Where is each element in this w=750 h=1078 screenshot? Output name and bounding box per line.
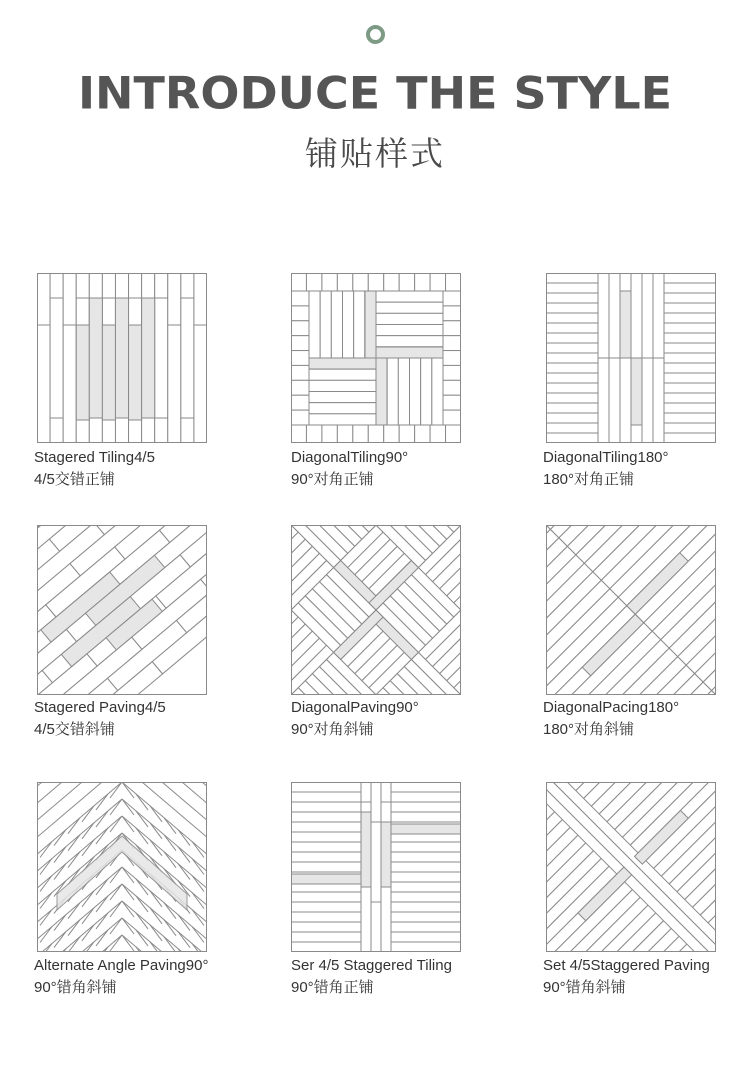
style-name-en: Stagered Tiling4/5 bbox=[34, 449, 155, 466]
diagonal-basketweave-pattern-icon bbox=[291, 525, 461, 695]
pattern-tile-set-staggered-paving bbox=[546, 782, 716, 952]
pattern-tile-diagonal-pacing-180 bbox=[546, 525, 716, 695]
page-subtitle: 铺贴样式 bbox=[305, 134, 445, 173]
style-caption-1 bbox=[34, 447, 155, 491]
style-name-en: Alternate Angle Paving90° bbox=[34, 957, 209, 974]
style-name-en: Set 4/5Staggered Paving bbox=[543, 957, 710, 974]
style-caption-2 bbox=[291, 447, 408, 491]
style-caption-8 bbox=[291, 955, 452, 999]
basketweave-pattern-icon bbox=[291, 273, 461, 443]
herringbone-pattern-icon bbox=[37, 782, 207, 952]
style-name-cn: 90°错角斜铺 bbox=[34, 979, 117, 996]
staggered-tiling-pattern-icon bbox=[37, 273, 207, 443]
diagonal-cross-pattern-icon bbox=[546, 782, 716, 952]
pattern-tile-diagonal-tiling-180 bbox=[546, 273, 716, 443]
pattern-tile-staggered-tiling bbox=[37, 273, 207, 443]
pattern-tile-set-staggered-tiling bbox=[291, 782, 461, 952]
style-name-cn: 180°对角斜铺 bbox=[543, 721, 635, 738]
style-name-cn: 90°对角斜铺 bbox=[291, 721, 374, 738]
pattern-tile-alternate-angle-paving bbox=[37, 782, 207, 952]
style-caption-4 bbox=[34, 697, 166, 741]
style-name-cn: 90°错角正铺 bbox=[291, 979, 374, 996]
style-name-cn: 90°对角正铺 bbox=[291, 471, 374, 488]
style-name-cn: 90°错角斜铺 bbox=[543, 979, 626, 996]
center-column-pattern-icon bbox=[546, 273, 716, 443]
page-title: INTRODUCE THE STYLE bbox=[77, 67, 673, 119]
style-caption-6 bbox=[543, 697, 679, 741]
style-caption-9 bbox=[543, 955, 710, 999]
pattern-tile-diagonal-tiling-90 bbox=[291, 273, 461, 443]
cross-staggered-pattern-icon bbox=[291, 782, 461, 952]
style-name-cn: 180°对角正铺 bbox=[543, 471, 635, 488]
style-name-en: DiagonalTiling90° bbox=[291, 449, 409, 466]
pattern-tile-diagonal-paving-90 bbox=[291, 525, 461, 695]
style-name-en: DiagonalPacing180° bbox=[543, 699, 680, 716]
diagonal-split-pattern-icon bbox=[546, 525, 716, 695]
style-caption-5 bbox=[291, 697, 419, 741]
staggered-diagonal-pattern-icon bbox=[37, 525, 207, 695]
style-name-cn: 4/5交错正铺 bbox=[34, 471, 115, 488]
style-name-en: Ser 4/5 Staggered Tiling bbox=[291, 957, 452, 974]
style-name-en: DiagonalTiling180° bbox=[543, 449, 669, 466]
style-name-cn: 4/5交错斜铺 bbox=[34, 721, 115, 738]
style-name-en: DiagonalPaving90° bbox=[291, 699, 419, 716]
ring-icon bbox=[366, 25, 385, 44]
style-name-en: Stagered Paving4/5 bbox=[34, 699, 166, 716]
style-caption-3 bbox=[543, 447, 669, 491]
pattern-tile-staggered-paving bbox=[37, 525, 207, 695]
style-caption-7 bbox=[34, 955, 208, 999]
